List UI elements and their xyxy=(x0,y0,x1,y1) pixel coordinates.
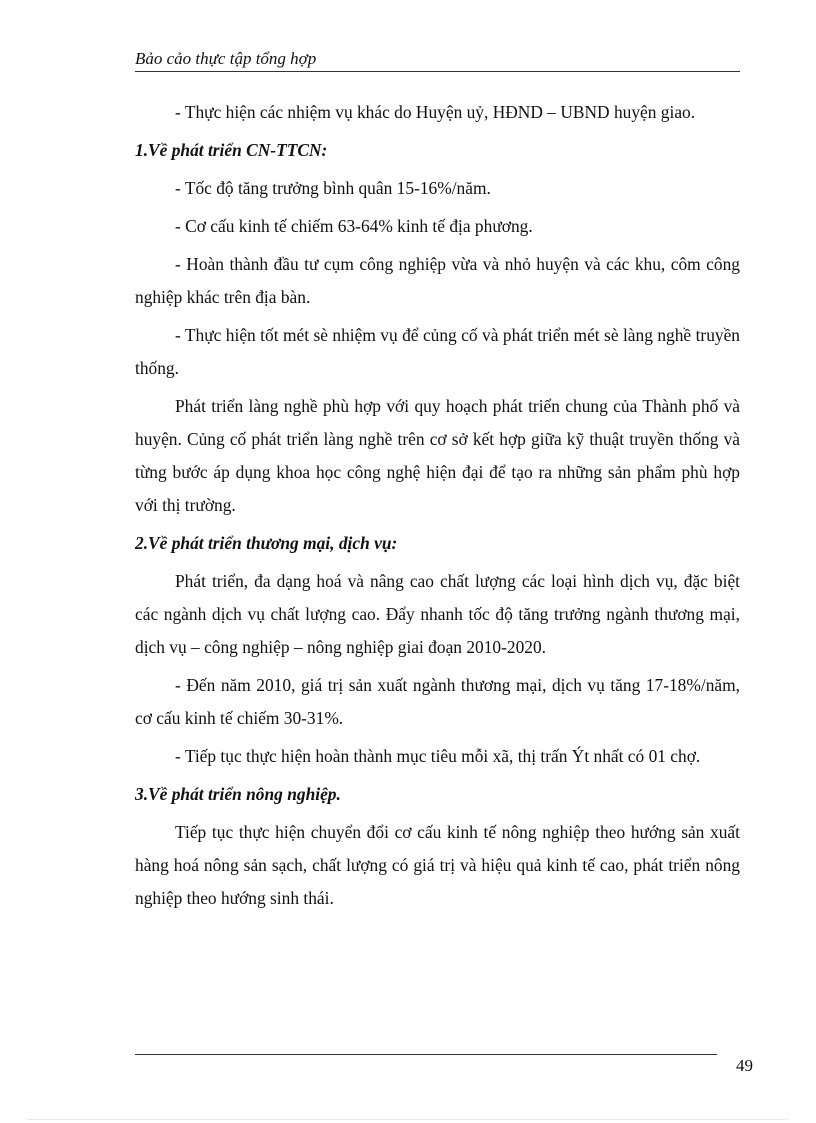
running-header: Bảo cảo thực tập tổng hợp xyxy=(135,48,740,72)
paragraph: - Tốc độ tăng trưởng bình quân 15-16%/năm. xyxy=(175,178,491,198)
footer-rule xyxy=(135,1054,717,1055)
paragraph: - Thực hiện các nhiệm vụ khác do Huyện uỷ, HĐND – UBND huyện giao. xyxy=(175,102,696,122)
paragraph: - Cơ cấu kinh tế chiếm 63-64% kinh tế địa phương. xyxy=(175,216,533,236)
paragraph: Tiếp tục thực hiện chuyển đổi cơ cấu kinh tế nông nghiệp theo hướng sản xuất hàng hoá nông sản sạch, chất lượng có giá trị và hiệu quả kinh tế cao, phát triển nông nghiệp theo hướng sinh thái. xyxy=(135,822,740,908)
section-heading-2: 2.Về phát triển thương mại, dịch vụ: xyxy=(135,533,398,553)
document-body xyxy=(135,96,740,915)
section-heading-1: 1.Về phát triển CN-TTCN: xyxy=(135,140,328,160)
page-edge-dots xyxy=(28,1119,788,1120)
paragraph: Phát triển làng nghề phù hợp với quy hoạch phát triển chung của Thành phố và huyện. Củng cố phát triển làng nghề trên cơ sở kết hợp giữa kỹ thuật truyền thống và từng bước áp dụng khoa học công nghệ hiện đại để tạo ra những sản phẩm phù hợp với thị trường. xyxy=(135,396,740,515)
paragraph: - Tiếp tục thực hiện hoàn thành mục tiêu mỗi xã, thị trấn Ýt nhất có 01 chợ. xyxy=(175,746,701,766)
paragraph: - Thực hiện tốt mét sè nhiệm vụ để củng cố và phát triển mét sè làng nghề truyền thống. xyxy=(135,325,740,378)
paragraph: - Đến năm 2010, giá trị sản xuất ngành thương mại, dịch vụ tăng 17-18%/năm, cơ cấu kinh tế chiếm 30-31%. xyxy=(135,675,740,728)
paragraph: - Hoàn thành đầu tư cụm công nghiệp vừa và nhỏ huyện và các khu, côm công nghiệp khác trên địa bàn. xyxy=(135,254,740,307)
section-heading-3: 3.Về phát triển nông nghiệp. xyxy=(135,784,341,804)
page-number: 49 xyxy=(736,1056,753,1075)
paragraph: Phát triển, đa dạng hoá và nâng cao chất lượng các loại hình dịch vụ, đặc biệt các ngành dịch vụ chất lượng cao. Đẩy nhanh tốc độ tăng trưởng ngành thương mại, dịch vụ – công nghiệp – nông nghiệp giai đoạn 2010-2020. xyxy=(135,571,740,657)
